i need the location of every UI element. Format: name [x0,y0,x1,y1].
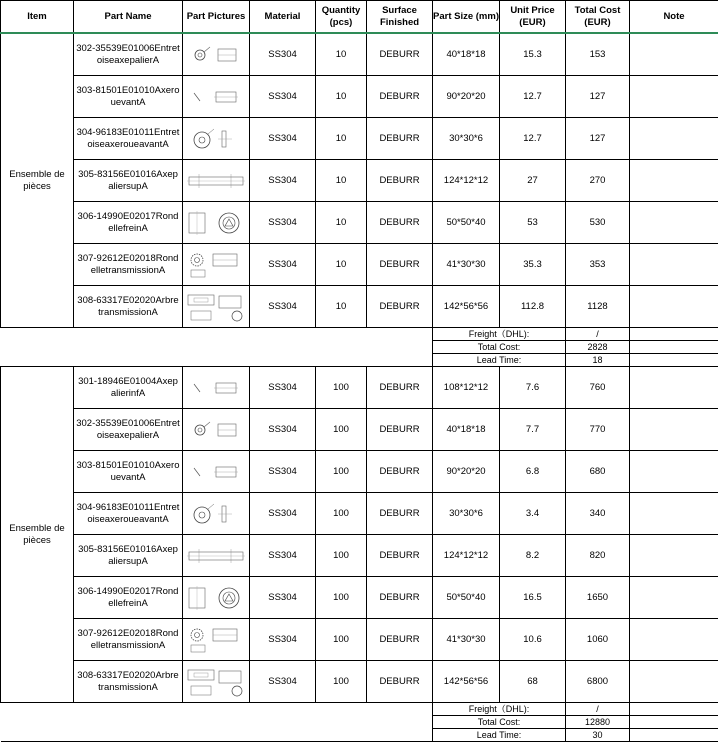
part-size-cell: 50*50*40 [433,202,500,244]
material-cell: SS304 [250,409,316,451]
header-part-size: Part Size (mm) [433,1,500,34]
material-cell: SS304 [250,76,316,118]
table-row [1,202,718,244]
part-name: 307-92612E02018RondelletransmissionA [76,253,180,276]
header-surface: Surface Finished [367,1,433,34]
part-picture-cell [183,286,250,328]
part-name-cell [74,493,183,535]
unit-price-cell: 8.2 [500,535,566,577]
table-row [1,160,718,202]
unit-price-cell: 7.6 [500,367,566,409]
part-picture-cell [183,451,250,493]
part-picture-cell [183,535,250,577]
part-size-cell: 41*30*30 [433,244,500,286]
material-cell: SS304 [250,451,316,493]
note-cell [630,33,718,76]
part-picture-cell [183,367,250,409]
group-label: Ensemble de pièces [1,367,74,703]
part-size-cell: 40*18*18 [433,409,500,451]
part-picture-cell [183,577,250,619]
part-picture-cell [183,202,250,244]
unit-price-cell: 35.3 [500,244,566,286]
part-size-cell: 108*12*12 [433,367,500,409]
part-name: 307-92612E02018RondelletransmissionA [76,628,180,651]
part-name-cell [74,244,183,286]
part-picture-cell [183,493,250,535]
part-name: 308-63317E02020ArbretransmissionA [76,670,180,693]
material-cell: SS304 [250,367,316,409]
summary-value-freight: / [566,328,630,341]
table-row [1,286,718,328]
table-row [1,535,718,577]
axle-drawing-icon [183,459,249,485]
table-row [1,661,718,703]
part-name: 305-83156E01016AxepaliersupA [76,169,180,192]
gear-drawing-icon [183,625,249,655]
part-name-cell [74,661,183,703]
part-name-cell [74,535,183,577]
table-row [1,577,718,619]
surface-cell: DEBURR [367,451,433,493]
total-cost-cell: 340 [566,493,630,535]
note-cell [630,160,718,202]
material-cell: SS304 [250,160,316,202]
header-part-name: Part Name [74,1,183,34]
total-cost-cell: 270 [566,160,630,202]
material-cell: SS304 [250,493,316,535]
summary-row-freight [1,328,718,341]
unit-price-cell: 3.4 [500,493,566,535]
unit-price-cell: 15.3 [500,33,566,76]
note-cell [630,493,718,535]
part-picture-cell [183,661,250,703]
unit-price-cell: 7.7 [500,409,566,451]
part-name-cell [74,118,183,160]
summary-spacer [1,328,433,367]
header-row [1,1,718,34]
table-row [1,619,718,661]
part-name-cell [74,409,183,451]
surface-cell: DEBURR [367,202,433,244]
summary-label-freight: Freight（DHL): [433,703,566,716]
part-name: 302-35539E01006EntretoiseaxepalierA [76,43,180,66]
surface-cell: DEBURR [367,661,433,703]
quantity-cell: 100 [316,619,367,661]
quantity-cell: 100 [316,661,367,703]
part-name: 302-35539E01006EntretoiseaxepalierA [76,418,180,441]
total-cost-cell: 127 [566,76,630,118]
part-name-cell [74,619,183,661]
arbor-drawing-icon [183,291,249,323]
part-size-cell: 40*18*18 [433,33,500,76]
arbor-drawing-icon [183,666,249,698]
surface-cell: DEBURR [367,286,433,328]
quantity-cell: 10 [316,76,367,118]
part-name-cell [74,367,183,409]
group-label: Ensemble de pièces [1,33,74,328]
unit-price-cell: 112.8 [500,286,566,328]
material-cell: SS304 [250,661,316,703]
surface-cell: DEBURR [367,493,433,535]
surface-cell: DEBURR [367,160,433,202]
unit-price-cell: 10.6 [500,619,566,661]
part-size-cell: 50*50*40 [433,577,500,619]
header-total-cost: Total Cost (EUR) [566,1,630,34]
part-name: 305-83156E01016AxepaliersupA [76,544,180,567]
part-size-cell: 124*12*12 [433,535,500,577]
note-cell [630,577,718,619]
unit-price-cell: 27 [500,160,566,202]
quantity-cell: 10 [316,118,367,160]
total-cost-cell: 820 [566,535,630,577]
total-cost-cell: 127 [566,118,630,160]
summary-row-freight [1,703,718,716]
unit-price-cell: 6.8 [500,451,566,493]
note-cell [630,619,718,661]
header-note: Note [630,1,718,34]
part-name: 304-96183E01011EntretoiseaxeroueavantA [76,127,180,150]
total-cost-cell: 6800 [566,661,630,703]
summary-note [630,703,718,716]
quantity-cell: 100 [316,367,367,409]
axle-drawing-icon [183,84,249,110]
total-cost-cell: 760 [566,367,630,409]
summary-value-lead-time: 30 [566,729,630,742]
shaft-drawing-icon [183,168,249,194]
total-cost-cell: 353 [566,244,630,286]
part-picture-cell [183,33,250,76]
summary-note [630,716,718,729]
surface-cell: DEBURR [367,76,433,118]
table-row [1,76,718,118]
shaft-drawing-icon [183,543,249,569]
header-quantity: Quantity (pcs) [316,1,367,34]
note-cell [630,286,718,328]
note-cell [630,451,718,493]
part-name-cell [74,76,183,118]
part-picture-cell [183,76,250,118]
spacer-drawing-icon [183,126,249,152]
part-name: 304-96183E01011EntretoiseaxeroueavantA [76,502,180,525]
surface-cell: DEBURR [367,33,433,76]
total-cost-cell: 1060 [566,619,630,661]
washer-drawing-icon [183,583,249,613]
table-row [1,367,718,409]
part-name: 303-81501E01010AxerouevantA [76,85,180,108]
table-row [1,409,718,451]
material-cell: SS304 [250,535,316,577]
quantity-cell: 10 [316,202,367,244]
material-cell: SS304 [250,118,316,160]
table-row [1,118,718,160]
quantity-cell: 10 [316,160,367,202]
note-cell [630,661,718,703]
part-name-cell [74,33,183,76]
part-size-cell: 41*30*30 [433,619,500,661]
total-cost-cell: 1128 [566,286,630,328]
part-picture-cell [183,409,250,451]
washer-drawing-icon [183,208,249,238]
part-picture-cell [183,619,250,661]
quantity-cell: 100 [316,409,367,451]
quantity-cell: 10 [316,286,367,328]
header-item: Item [1,1,74,34]
material-cell: SS304 [250,577,316,619]
summary-note [630,354,718,367]
summary-note [630,341,718,354]
total-cost-cell: 770 [566,409,630,451]
bracket-drawing-icon [183,417,249,443]
unit-price-cell: 68 [500,661,566,703]
material-cell: SS304 [250,286,316,328]
unit-price-cell: 12.7 [500,76,566,118]
material-cell: SS304 [250,33,316,76]
note-cell [630,118,718,160]
quantity-cell: 100 [316,493,367,535]
total-cost-cell: 153 [566,33,630,76]
material-cell: SS304 [250,619,316,661]
note-cell [630,535,718,577]
summary-label-total: Total Cost: [433,341,566,354]
summary-label-lead-time: Lead Time: [433,729,566,742]
table-row [1,493,718,535]
part-name-cell [74,160,183,202]
surface-cell: DEBURR [367,367,433,409]
note-cell [630,202,718,244]
part-name-cell [74,451,183,493]
surface-cell: DEBURR [367,619,433,661]
part-picture-cell [183,160,250,202]
header-part-pictures: Part Pictures [183,1,250,34]
part-name: 301-18946E01004AxepalierinfA [76,376,180,399]
surface-cell: DEBURR [367,409,433,451]
part-size-cell: 124*12*12 [433,160,500,202]
note-cell [630,244,718,286]
table-row [1,33,718,76]
spacer-drawing-icon [183,501,249,527]
material-cell: SS304 [250,244,316,286]
table-row [1,244,718,286]
summary-value-lead-time: 18 [566,354,630,367]
quantity-cell: 100 [316,451,367,493]
part-picture-cell [183,118,250,160]
summary-value-total: 12880 [566,716,630,729]
part-name: 306-14990E02017RondellefreinA [76,586,180,609]
surface-cell: DEBURR [367,535,433,577]
unit-price-cell: 16.5 [500,577,566,619]
note-cell [630,409,718,451]
table-row [1,451,718,493]
unit-price-cell: 12.7 [500,118,566,160]
total-cost-cell: 1650 [566,577,630,619]
total-cost-cell: 680 [566,451,630,493]
part-name: 303-81501E01010AxerouevantA [76,460,180,483]
quantity-cell: 100 [316,577,367,619]
note-cell [630,367,718,409]
bracket-drawing-icon [183,42,249,68]
summary-value-freight: / [566,703,630,716]
part-name-cell [74,202,183,244]
part-size-cell: 90*20*20 [433,76,500,118]
summary-label-lead-time: Lead Time: [433,354,566,367]
part-size-cell: 142*56*56 [433,286,500,328]
part-size-cell: 30*30*6 [433,118,500,160]
summary-label-total: Total Cost: [433,716,566,729]
header-material: Material [250,1,316,34]
quantity-cell: 10 [316,33,367,76]
summary-label-freight: Freight（DHL): [433,328,566,341]
part-size-cell: 142*56*56 [433,661,500,703]
part-size-cell: 90*20*20 [433,451,500,493]
axle-drawing-icon [183,375,249,401]
surface-cell: DEBURR [367,577,433,619]
part-name: 306-14990E02017RondellefreinA [76,211,180,234]
part-name: 308-63317E02020ArbretransmissionA [76,295,180,318]
part-name-cell [74,577,183,619]
header-unit-price: Unit Price (EUR) [500,1,566,34]
summary-value-total: 2828 [566,341,630,354]
quantity-cell: 100 [316,535,367,577]
gear-drawing-icon [183,250,249,280]
unit-price-cell: 53 [500,202,566,244]
total-cost-cell: 530 [566,202,630,244]
surface-cell: DEBURR [367,244,433,286]
part-size-cell: 30*30*6 [433,493,500,535]
summary-note [630,328,718,341]
quantity-cell: 10 [316,244,367,286]
material-cell: SS304 [250,202,316,244]
summary-spacer [1,703,433,742]
part-name-cell [74,286,183,328]
surface-cell: DEBURR [367,118,433,160]
note-cell [630,76,718,118]
part-picture-cell [183,244,250,286]
